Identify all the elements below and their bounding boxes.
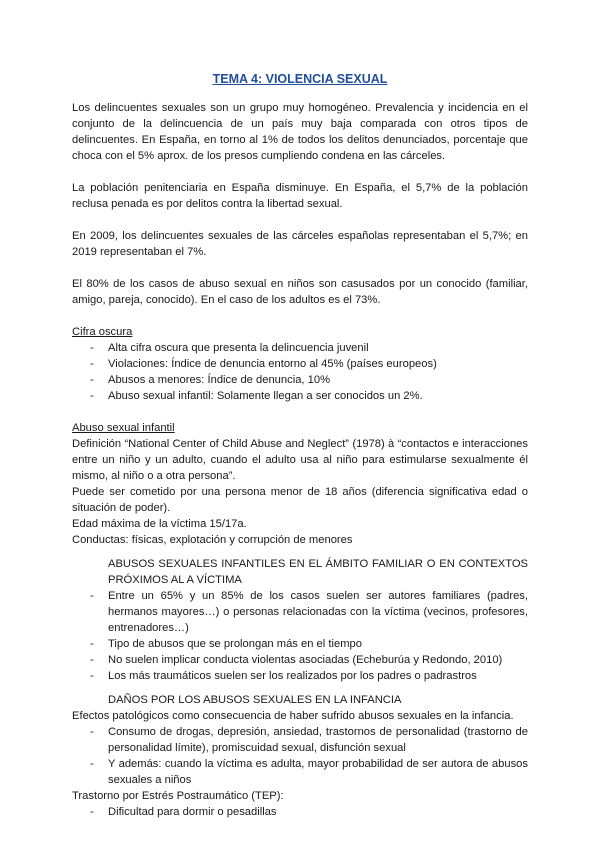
list-item: - Entre un 65% y un 85% de los casos suelen ser autores familiares (padres, hermanos mayores…) o personas relacionadas con la víctima (vecinos, profesores, entrenadores…) — [72, 588, 528, 636]
list-item: - Consumo de drogas, depresión, ansiedad, trastornos de personalidad (trastorno de personalidad límite), promiscuidad sexual, disfunción sexual — [72, 724, 528, 756]
abuso-infantil-definition: Definición “National Center of Child Abuse and Neglect” (1978) à “contactos e interacciones entre un niño y un adulto, cuando el adulto usa al niño para estimularse sexualmente él mismo, al niño o a otra persona”. — [72, 438, 528, 482]
list-item: - Violaciones: Índice de denuncia entorno al 45% (países europeos) — [72, 356, 528, 372]
danos-list — [72, 724, 528, 788]
list-item: - Alta cifra oscura que presenta la delincuencia juvenil — [72, 340, 528, 356]
list-item: - No suelen implicar conducta violentas asociadas (Echeburúa y Redondo, 2010) — [72, 652, 528, 668]
abuso-infantil-conducts: Conductas: físicas, explotación y corrupción de menores — [72, 534, 353, 546]
tep-list — [72, 804, 528, 820]
ambito-familiar-heading: ABUSOS SEXUALES INFANTILES EN EL ÁMBITO FAMILIAR O EN CONTEXTOS PRÓXIMOS AL A VÍCTIMA — [108, 558, 528, 586]
document-body — [72, 100, 528, 820]
document-title: TEMA 4: VIOLENCIA SEXUAL — [212, 72, 388, 86]
list-item: - Y además: cuando la víctima es adulta, mayor probabilidad de ser autora de abusos sexuales a niños — [72, 756, 528, 788]
cifra-oscura-heading: Cifra oscura — [72, 326, 133, 338]
list-item: - Los más traumáticos suelen ser los realizados por los padres o padrastros — [72, 668, 528, 684]
tep-heading: Trastorno por Estrés Postraumático (TEP): — [72, 790, 284, 802]
paragraph-statistics-2009-2019: En 2009, los delincuentes sexuales de las cárceles españolas representaban el 5,7%; en 2019 representaban el 7%. — [72, 230, 528, 258]
paragraph-prison-population: La población penitenciaria en España disminuye. En España, el 5,7% de la población reclusa penada es por delitos contra la libertad sexual. — [72, 182, 528, 210]
danos-intro: Efectos patológicos como consecuencia de haber sufrido abusos sexuales en la infancia. — [72, 710, 514, 722]
paragraph-intro: Los delincuentes sexuales son un grupo muy homogéneo. Prevalencia y incidencia en el conjunto de la delincuencia de un país muy baja comparada con otros tipos de delincuentes. En España, en torno al 1% de todos los delitos denunciados, porcentaje que choca con el 5% aprox. de los presos cumpliendo condena en las cárceles. — [72, 102, 528, 162]
list-item: - Tipo de abusos que se prolongan más en el tiempo — [72, 636, 528, 652]
abuso-infantil-perpetrator: Puede ser cometido por una persona menor de 18 años (diferencia significativa edad o situación de poder). — [72, 486, 528, 514]
abuso-infantil-heading: Abuso sexual infantil — [72, 422, 175, 434]
cifra-oscura-list — [72, 340, 528, 404]
list-item: - Abusos a menores: Índice de denuncia, 10% — [72, 372, 528, 388]
list-item: - Dificultad para dormir o pesadillas — [72, 804, 528, 820]
ambito-familiar-list — [72, 588, 528, 684]
list-item: - Abuso sexual infantil: Solamente llegan a ser conocidos un 2%. — [72, 388, 528, 404]
abuso-infantil-max-age: Edad máxima de la víctima 15/17a. — [72, 518, 247, 530]
paragraph-known-perpetrator: El 80% de los casos de abuso sexual en niños son casusados por un conocido (familiar, amigo, pareja, conocido). En el caso de los adultos es el 73%. — [72, 278, 528, 306]
danos-heading: DAÑOS POR LOS ABUSOS SEXUALES EN LA INFANCIA — [108, 694, 402, 706]
